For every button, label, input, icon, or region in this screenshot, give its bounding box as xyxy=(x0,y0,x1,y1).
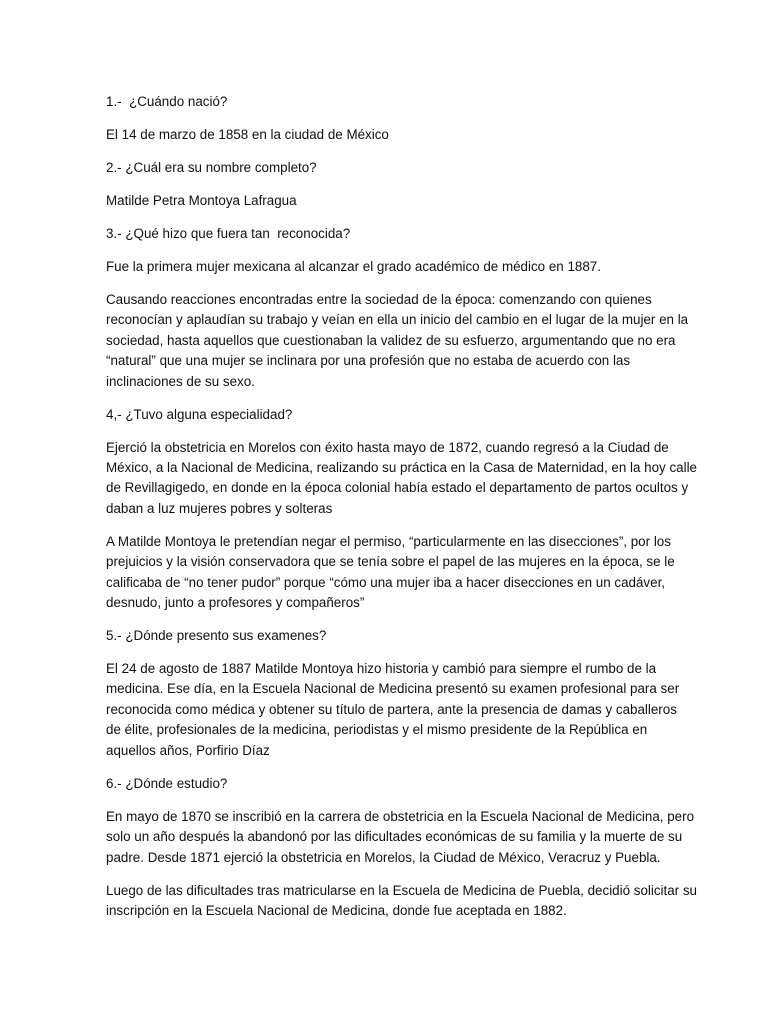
text-line: El 14 de marzo de 1858 en la ciudad de México xyxy=(106,127,389,142)
text-line: sociedad, hasta aquellos que cuestionaban la validez de su esfuerzo, argumentando que no era xyxy=(106,332,676,348)
text-line: A Matilde Montoya le pretendían negar el permiso, “particularmente en las disecciones”, por los xyxy=(106,533,671,549)
text-line: padre. Desde 1871 ejerció la obstetricia en Morelos, la Ciudad de México, Veracruz y Puebla. xyxy=(106,849,661,865)
text-line: En mayo de 1870 se inscribió en la carrera de obstetricia en la Escuela Nacional de Medicina, pero xyxy=(106,808,695,824)
text-line: inclinaciones de su sexo. xyxy=(106,373,255,389)
text-line: El 24 de agosto de 1887 Matilde Montoya hizo historia y cambió para siempre el rumbo de la xyxy=(106,661,657,677)
answer-a3a xyxy=(106,257,668,277)
answer-a6a xyxy=(106,807,695,868)
text-line: de élite, profesionales de la medicina, periodistas y el mismo presidente de la República en xyxy=(106,722,648,738)
text-line: de Revillagigedo, en donde en la época colonial había estado el departamento de partos ocultos y xyxy=(106,480,689,496)
text-line: Matilde Petra Montoya Lafragua xyxy=(106,193,297,208)
text-line: “natural” que una mujer se inclinara por una profesión que no estaba de acuerdo con las xyxy=(106,353,631,369)
question-q5 xyxy=(106,626,668,646)
text-line: desnudo, junto a profesores y compañeros” xyxy=(106,595,365,611)
answer-a2 xyxy=(106,191,668,211)
text-line: 4,- ¿Tuvo alguna especialidad? xyxy=(106,406,293,422)
answer-a4a xyxy=(106,438,698,520)
text-line: daban a luz mujeres pobres y solteras xyxy=(106,500,333,516)
text-line: aquellos años, Porfirio Díaz xyxy=(106,742,270,758)
text-line: reconocían y aplaudían su trabajo y veían en ella un inicio del cambio en el lugar de la mujer en la xyxy=(106,312,689,328)
text-line: Fue la primera mujer mexicana al alcanzar el grado académico de médico en 1887. xyxy=(106,259,601,274)
text-line: 3.- ¿Qué hizo que fuera tan reconocida? xyxy=(106,226,351,241)
answer-a1 xyxy=(106,125,668,145)
question-q2 xyxy=(106,158,668,178)
question-q6 xyxy=(106,774,668,794)
text-line: Luego de las dificultades tras matricularse en la Escuela de Medicina de Puebla, decidió solicitar su xyxy=(106,882,698,898)
answer-a3b xyxy=(106,290,689,392)
text-line: 1.- ¿Cuándo nació? xyxy=(106,94,228,109)
text-line: Ejerció la obstetricia en Morelos con éxito hasta mayo de 1872, cuando regresó a la Ciudad de xyxy=(106,439,669,455)
question-q1 xyxy=(106,92,668,112)
text-line: prejuicios y la visión conservadora que se tenía sobre el papel de las mujeres en la época, se le xyxy=(106,554,675,570)
text-line: 2.- ¿Cuál era su nombre completo? xyxy=(106,160,317,175)
question-q3 xyxy=(106,224,668,244)
text-line: Causando reacciones encontradas entre la sociedad de la época: comenzando con quienes xyxy=(106,292,652,307)
answer-a5 xyxy=(106,659,680,761)
text-line: 5.- ¿Dónde presento sus examenes? xyxy=(106,628,327,644)
text-line: calificaba de “no tener pudor” porque “cómo una mujer iba a hacer disecciones en un cadáver, xyxy=(106,574,666,590)
text-line: México, a la Nacional de Medicina, realizando su práctica en la Casa de Maternidad, en la hoy calle xyxy=(106,460,698,476)
answer-a4b xyxy=(106,532,675,614)
question-q4 xyxy=(106,405,668,425)
text-line: 6.- ¿Dónde estudio? xyxy=(106,775,228,791)
text-line: reconocida como médica y obtener su título de partera, ante la presencia de damas y caballeros xyxy=(106,701,677,717)
text-line: inscripción en la Escuela Nacional de Medicina, donde fue aceptada en 1882. xyxy=(106,902,567,918)
answer-a6b xyxy=(106,881,698,922)
text-line: solo un año después la abandonó por las dificultades económicas de su familia y la muerte de su xyxy=(106,829,683,845)
text-line: medicina. Ese día, en la Escuela Nacional de Medicina presentó su examen profesional para ser xyxy=(106,681,680,697)
